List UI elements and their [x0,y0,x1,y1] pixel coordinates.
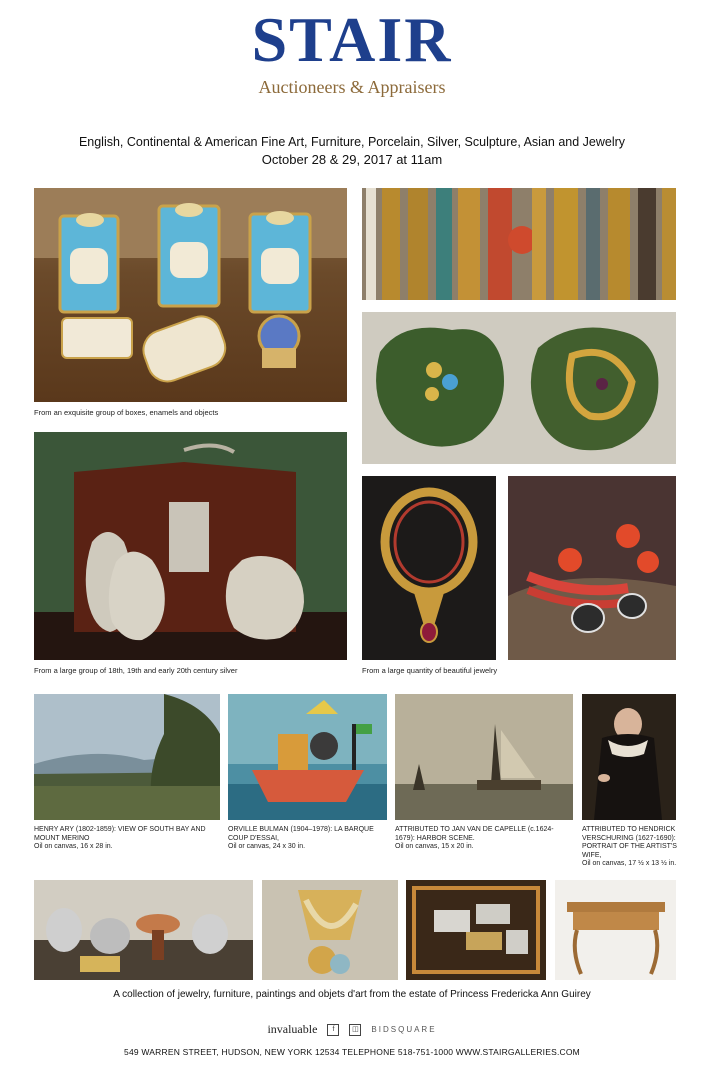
painting-2-caption [228,826,387,852]
instagram-icon[interactable]: ◫ [349,1024,361,1036]
painting-harbor [395,694,573,820]
bidsquare-logo[interactable]: BIDSQUARE [371,1025,437,1034]
photo-estate-silver-objects [34,880,253,980]
photo-coral-jewelry [508,476,676,660]
footer-address: 549 WARREN STREET, HUDSON, NEW YORK 12534 TELEPHONE 518-751-1000 WWW.STAIRGALLERIES.COM [124,1047,580,1057]
caption-boxes: From an exquisite group of boxes, enamels and objects [34,408,219,417]
caption-silver: From a large group of 18th, 19th and early 20th century silver [34,666,238,675]
invaluable-logo[interactable]: invaluable [267,1022,318,1036]
brand-tagline: Auctioneers & Appraisers [258,77,446,97]
photo-silver-tea-caddy [34,432,347,660]
painting-landscape [34,694,220,820]
painting-portrait [582,694,676,820]
painting-4-caption [582,826,686,869]
painting-3-title: ATTRIBUTED TO JAN VAN DE CAPELLE (c.1624-1679): HARBOR SCENE. [395,826,554,842]
painting-4-medium: Oil on canvas, 17 ½ x 13 ½ in. [582,860,677,867]
painting-2-medium: Oil or canvas, 24 x 30 in. [228,843,306,850]
estate-caption: A collection of jewelry, furniture, paintings and objets d'art from the estate of Princess Fredericka Ann Guirey [113,989,591,1000]
painting-1-title: HENRY ARY (1802-1859): VIEW OF SOUTH BAY AND MOUNT MERINO [34,826,206,842]
photo-estate-table [555,880,676,980]
photo-stone-dishes [362,312,676,464]
auction-date: October 28 & 29, 2017 at 11am [261,152,443,167]
painting-2-title: ORVILLE BULMAN (1904–1978): LA BARQUE COUP D'ESSAI, [228,826,374,842]
partner-logos [0,1022,704,1037]
painting-4-title: ATTRIBUTED TO HENDRICK VERSCHURING (1627-1690): PORTRAIT OF THE ARTIST'S WIFE, [582,826,677,859]
caption-jewelry: From a large quantity of beautiful jewelry [362,666,498,675]
photo-enamel-boxes [34,188,347,402]
painting-1-medium: Oil on canvas, 16 x 28 in. [34,843,113,850]
brand-logo: STAIR [251,4,453,75]
facebook-icon[interactable]: f [327,1024,339,1036]
painting-1-caption [34,826,220,852]
painting-folk-boat [228,694,387,820]
painting-3-caption [395,826,573,852]
photo-estate-cigarette-cases [406,880,546,980]
painting-3-medium: Oil on canvas, 15 x 20 in. [395,843,474,850]
auction-headline: English, Continental & American Fine Art, Furniture, Porcelain, Silver, Sculpture, Asian and Jewelry [78,135,626,149]
photo-necklace [362,476,496,660]
photo-estate-pearls [262,880,398,980]
photo-bracelets [362,188,676,300]
